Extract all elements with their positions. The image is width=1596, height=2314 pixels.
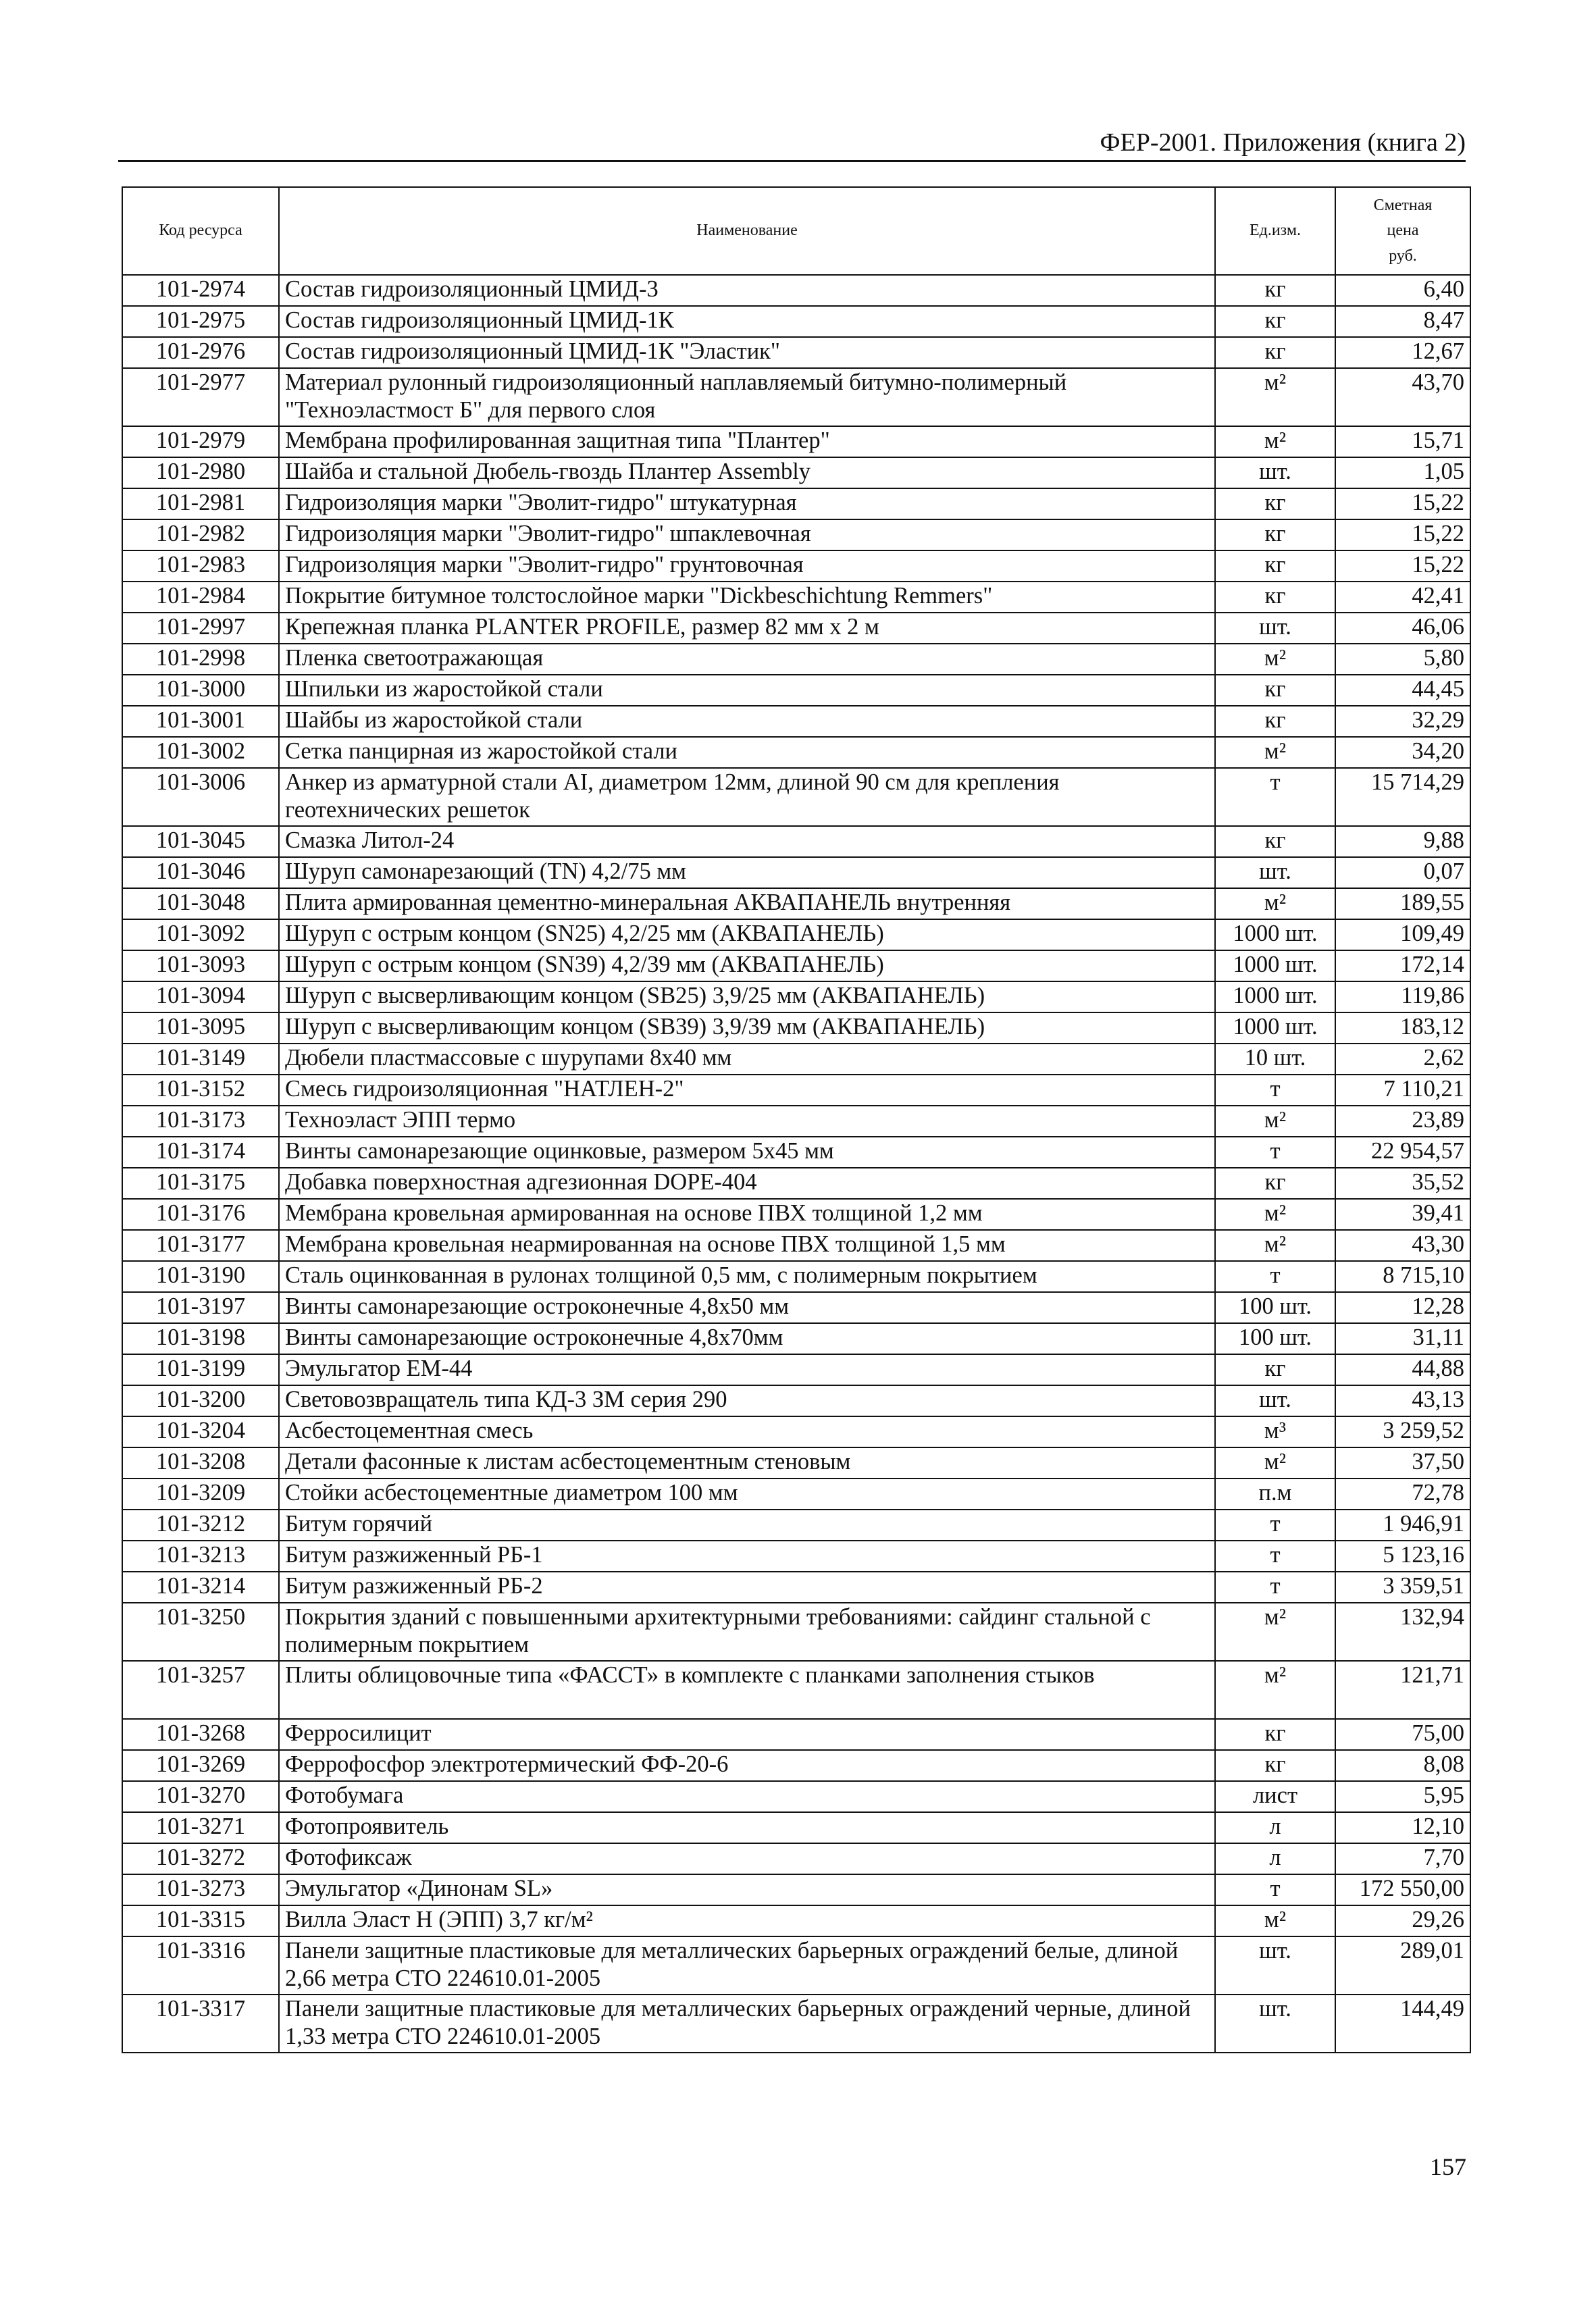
unit-cell: 1000 шт. <box>1215 1012 1335 1044</box>
column-header-name: Наименование <box>279 187 1215 275</box>
price-cell: 144,49 <box>1335 1995 1470 2053</box>
name-cell: Состав гидроизоляционный ЦМИД-3 <box>279 275 1215 306</box>
unit-cell: 100 шт. <box>1215 1292 1335 1323</box>
table-row <box>122 1936 1470 1995</box>
unit-cell: кг <box>1215 519 1335 550</box>
price-cell: 75,00 <box>1335 1719 1470 1750</box>
table-row <box>122 275 1470 306</box>
column-header-unit: Ед.изм. <box>1215 187 1335 275</box>
price-cell: 5 123,16 <box>1335 1541 1470 1572</box>
table-row <box>122 919 1470 950</box>
name-cell: Покрытие битумное толстослойное марки "Dickbeschichtung Remmers" <box>279 582 1215 613</box>
code-cell: 101-3257 <box>122 1661 279 1719</box>
code-cell: 101-3177 <box>122 1230 279 1261</box>
price-cell: 37,50 <box>1335 1447 1470 1479</box>
price-cell: 3 359,51 <box>1335 1572 1470 1603</box>
table-row <box>122 1905 1470 1936</box>
name-cell: Плита армированная цементно-минеральная АКВАПАНЕЛЬ внутренняя <box>279 888 1215 919</box>
table-row <box>122 306 1470 337</box>
column-header-price-line1: Сметная <box>1373 197 1433 215</box>
code-cell: 101-2984 <box>122 582 279 613</box>
name-cell: Световозвращатель типа КД-3 ЗМ серия 290 <box>279 1385 1215 1416</box>
unit-cell: т <box>1215 1510 1335 1541</box>
unit-cell: м² <box>1215 1199 1335 1230</box>
price-cell: 44,45 <box>1335 675 1470 706</box>
code-cell: 101-3045 <box>122 826 279 857</box>
price-cell: 121,71 <box>1335 1661 1470 1719</box>
name-cell: Эмульгатор ЕМ-44 <box>279 1354 1215 1385</box>
table-row <box>122 826 1470 857</box>
unit-cell: кг <box>1215 826 1335 857</box>
price-cell: 15,22 <box>1335 519 1470 550</box>
code-cell: 101-2980 <box>122 457 279 488</box>
unit-cell: кг <box>1215 582 1335 613</box>
price-cell: 23,89 <box>1335 1106 1470 1137</box>
table-header <box>122 187 1470 275</box>
table-row <box>122 1012 1470 1044</box>
unit-cell: кг <box>1215 1719 1335 1750</box>
code-cell: 101-2982 <box>122 519 279 550</box>
table-row <box>122 1261 1470 1292</box>
unit-cell: 1000 шт. <box>1215 981 1335 1012</box>
name-cell: Гидроизоляция марки "Эволит-гидро" шпаклевочная <box>279 519 1215 550</box>
name-cell: Дюбели пластмассовые с шурупами 8х40 мм <box>279 1044 1215 1075</box>
code-cell: 101-3093 <box>122 950 279 981</box>
price-cell: 15 714,29 <box>1335 768 1470 826</box>
price-cell: 15,71 <box>1335 426 1470 457</box>
name-cell: Смазка Литол-24 <box>279 826 1215 857</box>
table-row <box>122 981 1470 1012</box>
code-cell: 101-3095 <box>122 1012 279 1044</box>
unit-cell: кг <box>1215 675 1335 706</box>
code-cell: 101-3270 <box>122 1781 279 1812</box>
name-cell: Ферросилицит <box>279 1719 1215 1750</box>
page-number: 157 <box>1430 2153 1466 2180</box>
name-cell: Плиты облицовочные типа «ФАССТ» в комплекте с планками заполнения стыков <box>279 1661 1215 1719</box>
name-cell: Гидроизоляция марки "Эволит-гидро" грунтовочная <box>279 550 1215 582</box>
page-header-title: ФЕР-2001. Приложения (книга 2) <box>1100 128 1466 157</box>
table-row <box>122 1385 1470 1416</box>
code-cell: 101-3173 <box>122 1106 279 1137</box>
code-cell: 101-3152 <box>122 1075 279 1106</box>
table-row <box>122 1843 1470 1874</box>
column-header-price-line2: цена <box>1387 222 1419 240</box>
name-cell: Гидроизоляция марки "Эволит-гидро" штукатурная <box>279 488 1215 519</box>
table-row <box>122 1292 1470 1323</box>
price-cell: 7,70 <box>1335 1843 1470 1874</box>
name-cell: Битум разжиженный РБ-2 <box>279 1572 1215 1603</box>
table-row <box>122 1199 1470 1230</box>
unit-cell: л <box>1215 1843 1335 1874</box>
table-row <box>122 1044 1470 1075</box>
name-cell: Состав гидроизоляционный ЦМИД-1К "Эластик" <box>279 337 1215 368</box>
price-cell: 0,07 <box>1335 857 1470 888</box>
name-cell: Шуруп с высверливающим концом (SB39) 3,9/39 мм (АКВАПАНЕЛЬ) <box>279 1012 1215 1044</box>
code-cell: 101-3175 <box>122 1168 279 1199</box>
table-row <box>122 550 1470 582</box>
unit-cell: т <box>1215 1075 1335 1106</box>
code-cell: 101-3092 <box>122 919 279 950</box>
price-cell: 44,88 <box>1335 1354 1470 1385</box>
code-cell: 101-3000 <box>122 675 279 706</box>
table-row <box>122 1719 1470 1750</box>
code-cell: 101-3199 <box>122 1354 279 1385</box>
column-header-code: Код ресурса <box>122 187 279 275</box>
price-cell: 2,62 <box>1335 1044 1470 1075</box>
price-cell: 5,95 <box>1335 1781 1470 1812</box>
unit-cell: м² <box>1215 1905 1335 1936</box>
price-cell: 15,22 <box>1335 550 1470 582</box>
code-cell: 101-3269 <box>122 1750 279 1781</box>
price-cell: 132,94 <box>1335 1603 1470 1661</box>
name-cell: Крепежная планка PLANTER PROFILE, размер 82 мм х 2 м <box>279 613 1215 644</box>
table-row <box>122 1995 1470 2053</box>
code-cell: 101-2974 <box>122 275 279 306</box>
code-cell: 101-3197 <box>122 1292 279 1323</box>
price-cell: 119,86 <box>1335 981 1470 1012</box>
code-cell: 101-3273 <box>122 1874 279 1905</box>
price-cell: 72,78 <box>1335 1479 1470 1510</box>
table-row <box>122 1781 1470 1812</box>
price-cell: 31,11 <box>1335 1323 1470 1354</box>
code-cell: 101-3002 <box>122 737 279 768</box>
price-cell: 12,28 <box>1335 1292 1470 1323</box>
name-cell: Панели защитные пластиковые для металлических барьерных ограждений белые, длиной 2,66 метра СТО 224610.01-2005 <box>279 1936 1215 1995</box>
column-header-price-line3: руб. <box>1389 247 1417 265</box>
code-cell: 101-3204 <box>122 1416 279 1447</box>
code-cell: 101-3046 <box>122 857 279 888</box>
price-cell: 42,41 <box>1335 582 1470 613</box>
unit-cell: кг <box>1215 706 1335 737</box>
header-row <box>122 187 1470 275</box>
name-cell: Добавка поверхностная адгезионная DOPE-404 <box>279 1168 1215 1199</box>
table-row <box>122 1168 1470 1199</box>
unit-cell: шт. <box>1215 457 1335 488</box>
name-cell: Феррофосфор электротермический ФФ-20-6 <box>279 1750 1215 1781</box>
unit-cell: м² <box>1215 1603 1335 1661</box>
name-cell: Мембрана профилированная защитная типа "Плантер" <box>279 426 1215 457</box>
price-cell: 189,55 <box>1335 888 1470 919</box>
table-row <box>122 1812 1470 1843</box>
unit-cell: шт. <box>1215 1995 1335 2053</box>
unit-cell: м² <box>1215 426 1335 457</box>
price-cell: 172 550,00 <box>1335 1874 1470 1905</box>
name-cell: Покрытия зданий с повышенными архитектурными требованиями: сайдинг стальной с полимерным покрытием <box>279 1603 1215 1661</box>
unit-cell: шт. <box>1215 857 1335 888</box>
unit-cell: 100 шт. <box>1215 1323 1335 1354</box>
table-row <box>122 1541 1470 1572</box>
price-cell: 43,30 <box>1335 1230 1470 1261</box>
price-cell: 1,05 <box>1335 457 1470 488</box>
code-cell: 101-3213 <box>122 1541 279 1572</box>
name-cell: Шпильки из жаростойкой стали <box>279 675 1215 706</box>
price-cell: 172,14 <box>1335 950 1470 981</box>
table-row <box>122 768 1470 826</box>
code-cell: 101-3214 <box>122 1572 279 1603</box>
table-row <box>122 368 1470 426</box>
table-row <box>122 1106 1470 1137</box>
unit-cell: кг <box>1215 1168 1335 1199</box>
unit-cell: кг <box>1215 550 1335 582</box>
unit-cell: т <box>1215 1572 1335 1603</box>
table-row <box>122 1750 1470 1781</box>
unit-cell: п.м <box>1215 1479 1335 1510</box>
table-row <box>122 613 1470 644</box>
unit-cell: шт. <box>1215 1385 1335 1416</box>
price-cell: 7 110,21 <box>1335 1075 1470 1106</box>
unit-cell: т <box>1215 1541 1335 1572</box>
price-table <box>122 186 1471 2053</box>
name-cell: Фотофиксаж <box>279 1843 1215 1874</box>
price-cell: 8,47 <box>1335 306 1470 337</box>
code-cell: 101-3315 <box>122 1905 279 1936</box>
price-cell: 3 259,52 <box>1335 1416 1470 1447</box>
code-cell: 101-3268 <box>122 1719 279 1750</box>
name-cell: Мембрана кровельная неармированная на основе ПВХ толщиной 1,5 мм <box>279 1230 1215 1261</box>
code-cell: 101-3048 <box>122 888 279 919</box>
name-cell: Шуруп самонарезающий (TN) 4,2/75 мм <box>279 857 1215 888</box>
code-cell: 101-3176 <box>122 1199 279 1230</box>
name-cell: Эмульгатор «Динонам SL» <box>279 1874 1215 1905</box>
unit-cell: т <box>1215 768 1335 826</box>
unit-cell: т <box>1215 1137 1335 1168</box>
name-cell: Детали фасонные к листам асбестоцементным стеновым <box>279 1447 1215 1479</box>
table-row <box>122 488 1470 519</box>
code-cell: 101-3190 <box>122 1261 279 1292</box>
table-row <box>122 1479 1470 1510</box>
unit-cell: м² <box>1215 644 1335 675</box>
unit-cell: кг <box>1215 488 1335 519</box>
unit-cell: м² <box>1215 1106 1335 1137</box>
code-cell: 101-2997 <box>122 613 279 644</box>
unit-cell: т <box>1215 1261 1335 1292</box>
unit-cell: 1000 шт. <box>1215 919 1335 950</box>
table-row <box>122 857 1470 888</box>
name-cell: Смесь гидроизоляционная "НАТЛЕН-2" <box>279 1075 1215 1106</box>
name-cell: Шуруп с высверливающим концом (SB25) 3,9/25 мм (АКВАПАНЕЛЬ) <box>279 981 1215 1012</box>
table-row <box>122 1075 1470 1106</box>
table-row <box>122 1230 1470 1261</box>
table-row <box>122 1447 1470 1479</box>
price-cell: 12,10 <box>1335 1812 1470 1843</box>
code-cell: 101-2979 <box>122 426 279 457</box>
name-cell: Сталь оцинкованная в рулонах толщиной 0,5 мм, с полимерным покрытием <box>279 1261 1215 1292</box>
unit-cell: кг <box>1215 306 1335 337</box>
unit-cell: кг <box>1215 275 1335 306</box>
table-body <box>122 275 1470 2053</box>
table-row <box>122 888 1470 919</box>
price-cell: 46,06 <box>1335 613 1470 644</box>
name-cell: Шайба и стальной Дюбель-гвоздь Плантер Assembly <box>279 457 1215 488</box>
price-cell: 43,13 <box>1335 1385 1470 1416</box>
name-cell: Техноэласт ЭПП термо <box>279 1106 1215 1137</box>
code-cell: 101-2975 <box>122 306 279 337</box>
unit-cell: лист <box>1215 1781 1335 1812</box>
unit-cell: м² <box>1215 368 1335 426</box>
table-row <box>122 644 1470 675</box>
unit-cell: м² <box>1215 1661 1335 1719</box>
unit-cell: кг <box>1215 1750 1335 1781</box>
table-row <box>122 337 1470 368</box>
name-cell: Битум разжиженный РБ-1 <box>279 1541 1215 1572</box>
price-cell: 183,12 <box>1335 1012 1470 1044</box>
price-cell: 43,70 <box>1335 368 1470 426</box>
price-cell: 5,80 <box>1335 644 1470 675</box>
name-cell: Мембрана кровельная армированная на основе ПВХ толщиной 1,2 мм <box>279 1199 1215 1230</box>
code-cell: 101-3198 <box>122 1323 279 1354</box>
code-cell: 101-3209 <box>122 1479 279 1510</box>
price-cell: 289,01 <box>1335 1936 1470 1995</box>
unit-cell: т <box>1215 1874 1335 1905</box>
price-cell: 1 946,91 <box>1335 1510 1470 1541</box>
column-header-price <box>1335 187 1470 275</box>
name-cell: Анкер из арматурной стали AI, диаметром 12мм, длиной 90 см для крепления геотехнических решеток <box>279 768 1215 826</box>
code-cell: 101-2983 <box>122 550 279 582</box>
code-cell: 101-3149 <box>122 1044 279 1075</box>
code-cell: 101-3174 <box>122 1137 279 1168</box>
table-row <box>122 706 1470 737</box>
table-row <box>122 1661 1470 1719</box>
name-cell: Вилла Эласт Н (ЭПП) 3,7 кг/м² <box>279 1905 1215 1936</box>
code-cell: 101-3272 <box>122 1843 279 1874</box>
name-cell: Стойки асбестоцементные диаметром 100 мм <box>279 1479 1215 1510</box>
code-cell: 101-2976 <box>122 337 279 368</box>
price-cell: 8,08 <box>1335 1750 1470 1781</box>
name-cell: Фотопроявитель <box>279 1812 1215 1843</box>
table-row <box>122 426 1470 457</box>
table-row <box>122 582 1470 613</box>
table-row <box>122 737 1470 768</box>
price-cell: 15,22 <box>1335 488 1470 519</box>
code-cell: 101-3250 <box>122 1603 279 1661</box>
unit-cell: м² <box>1215 888 1335 919</box>
code-cell: 101-3094 <box>122 981 279 1012</box>
code-cell: 101-3317 <box>122 1995 279 2053</box>
name-cell: Винты самонарезающие оцинковые, размером 5х45 мм <box>279 1137 1215 1168</box>
unit-cell: 10 шт. <box>1215 1044 1335 1075</box>
code-cell: 101-3316 <box>122 1936 279 1995</box>
name-cell: Шуруп с острым концом (SN25) 4,2/25 мм (АКВАПАНЕЛЬ) <box>279 919 1215 950</box>
code-cell: 101-3271 <box>122 1812 279 1843</box>
unit-cell: кг <box>1215 337 1335 368</box>
price-cell: 9,88 <box>1335 826 1470 857</box>
unit-cell: шт. <box>1215 1936 1335 1995</box>
price-cell: 6,40 <box>1335 275 1470 306</box>
price-cell: 8 715,10 <box>1335 1261 1470 1292</box>
name-cell: Шуруп с острым концом (SN39) 4,2/39 мм (АКВАПАНЕЛЬ) <box>279 950 1215 981</box>
name-cell: Панели защитные пластиковые для металлических барьерных ограждений черные, длиной 1,33 метра СТО 224610.01-2005 <box>279 1995 1215 2053</box>
name-cell: Винты самонарезающие остроконечные 4,8х50 мм <box>279 1292 1215 1323</box>
table-row <box>122 675 1470 706</box>
price-cell: 35,52 <box>1335 1168 1470 1199</box>
price-cell: 39,41 <box>1335 1199 1470 1230</box>
price-cell: 29,26 <box>1335 1905 1470 1936</box>
table-row <box>122 1416 1470 1447</box>
unit-cell: м² <box>1215 737 1335 768</box>
name-cell: Асбестоцементная смесь <box>279 1416 1215 1447</box>
code-cell: 101-3208 <box>122 1447 279 1479</box>
code-cell: 101-3212 <box>122 1510 279 1541</box>
unit-cell: м² <box>1215 1230 1335 1261</box>
price-cell: 12,67 <box>1335 337 1470 368</box>
table-row <box>122 1603 1470 1661</box>
table-row <box>122 950 1470 981</box>
table-row <box>122 457 1470 488</box>
price-cell: 34,20 <box>1335 737 1470 768</box>
price-cell: 109,49 <box>1335 919 1470 950</box>
table-row <box>122 1874 1470 1905</box>
name-cell: Винты самонарезающие остроконечные 4,8х70мм <box>279 1323 1215 1354</box>
table-row <box>122 519 1470 550</box>
name-cell: Шайбы из жаростойкой стали <box>279 706 1215 737</box>
name-cell: Материал рулонный гидроизоляционный наплавляемый битумно-полимерный "Техноэластмост Б" для первого слоя <box>279 368 1215 426</box>
unit-cell: кг <box>1215 1354 1335 1385</box>
table-row <box>122 1510 1470 1541</box>
unit-cell: л <box>1215 1812 1335 1843</box>
code-cell: 101-2977 <box>122 368 279 426</box>
table-row <box>122 1323 1470 1354</box>
price-cell: 22 954,57 <box>1335 1137 1470 1168</box>
unit-cell: 1000 шт. <box>1215 950 1335 981</box>
name-cell: Состав гидроизоляционный ЦМИД-1К <box>279 306 1215 337</box>
table-row <box>122 1137 1470 1168</box>
code-cell: 101-2981 <box>122 488 279 519</box>
name-cell: Битум горячий <box>279 1510 1215 1541</box>
page-header <box>118 125 1466 162</box>
unit-cell: шт. <box>1215 613 1335 644</box>
price-cell: 32,29 <box>1335 706 1470 737</box>
code-cell: 101-2998 <box>122 644 279 675</box>
unit-cell: м³ <box>1215 1416 1335 1447</box>
name-cell: Сетка панцирная из жаростойкой стали <box>279 737 1215 768</box>
name-cell: Фотобумага <box>279 1781 1215 1812</box>
table-row <box>122 1572 1470 1603</box>
unit-cell: м² <box>1215 1447 1335 1479</box>
code-cell: 101-3200 <box>122 1385 279 1416</box>
name-cell: Пленка светоотражающая <box>279 644 1215 675</box>
code-cell: 101-3001 <box>122 706 279 737</box>
table-row <box>122 1354 1470 1385</box>
code-cell: 101-3006 <box>122 768 279 826</box>
